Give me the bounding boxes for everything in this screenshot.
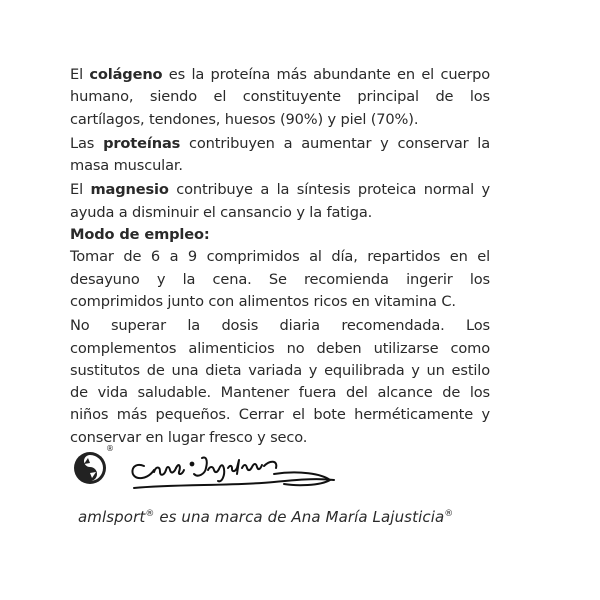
collagen-term: colágeno — [89, 66, 163, 83]
product-info-text — [70, 64, 490, 451]
registered-mark: ® — [106, 444, 114, 453]
warning-text: No superar la dosis diaria recomendada. Los complementos alimenticios no deben utilizarse como sustitutos de una dieta variada y equilibrada y un estilo de vida saludable. Mantener fuera del alcance de los niños más pequeños. Cerrar el bote herméticamente y conservar en lugar fresco y seco. — [70, 317, 490, 446]
brand-registered-2: ® — [444, 509, 454, 519]
brand-line — [78, 508, 453, 526]
brand-middle: es una marca de Ana María Lajusticia — [154, 508, 445, 526]
collagen-paragraph — [70, 64, 490, 131]
magnesium-paragraph — [70, 179, 490, 224]
logo-row — [70, 444, 350, 504]
magnesium-pre: El — [70, 181, 91, 199]
protein-pre: Las — [70, 134, 104, 152]
usage-heading: Modo de empleo: — [70, 226, 210, 244]
protein-term: proteínas — [103, 134, 181, 152]
magnesium-post: contribuye a la síntesis proteica normal y ayuda a disminuir el cansancio y la fatiga. — [70, 181, 490, 221]
magnesium-term: magnesio — [90, 181, 169, 199]
brand-registered: ® — [145, 509, 155, 519]
collagen-post: es la proteína más abundante en el cuerpo humano, siendo el constituyente principal de los cartílagos, tendones, huesos (90%) y piel (70%). — [70, 66, 490, 128]
protein-paragraph — [70, 133, 490, 178]
collagen-pre: El — [70, 66, 90, 83]
signature-image — [124, 444, 354, 499]
brand-name: amlsport — [78, 508, 146, 526]
green-dot-recycling-icon — [70, 448, 110, 488]
usage-text: Tomar de 6 a 9 comprimidos al día, repartidos en el desayuno y la cena. Se recomienda ingerir los comprimidos junto con alimentos ricos en vitamina C. — [70, 248, 490, 310]
protein-post: contribuyen a aumentar y conservar la masa muscular. — [70, 134, 490, 175]
